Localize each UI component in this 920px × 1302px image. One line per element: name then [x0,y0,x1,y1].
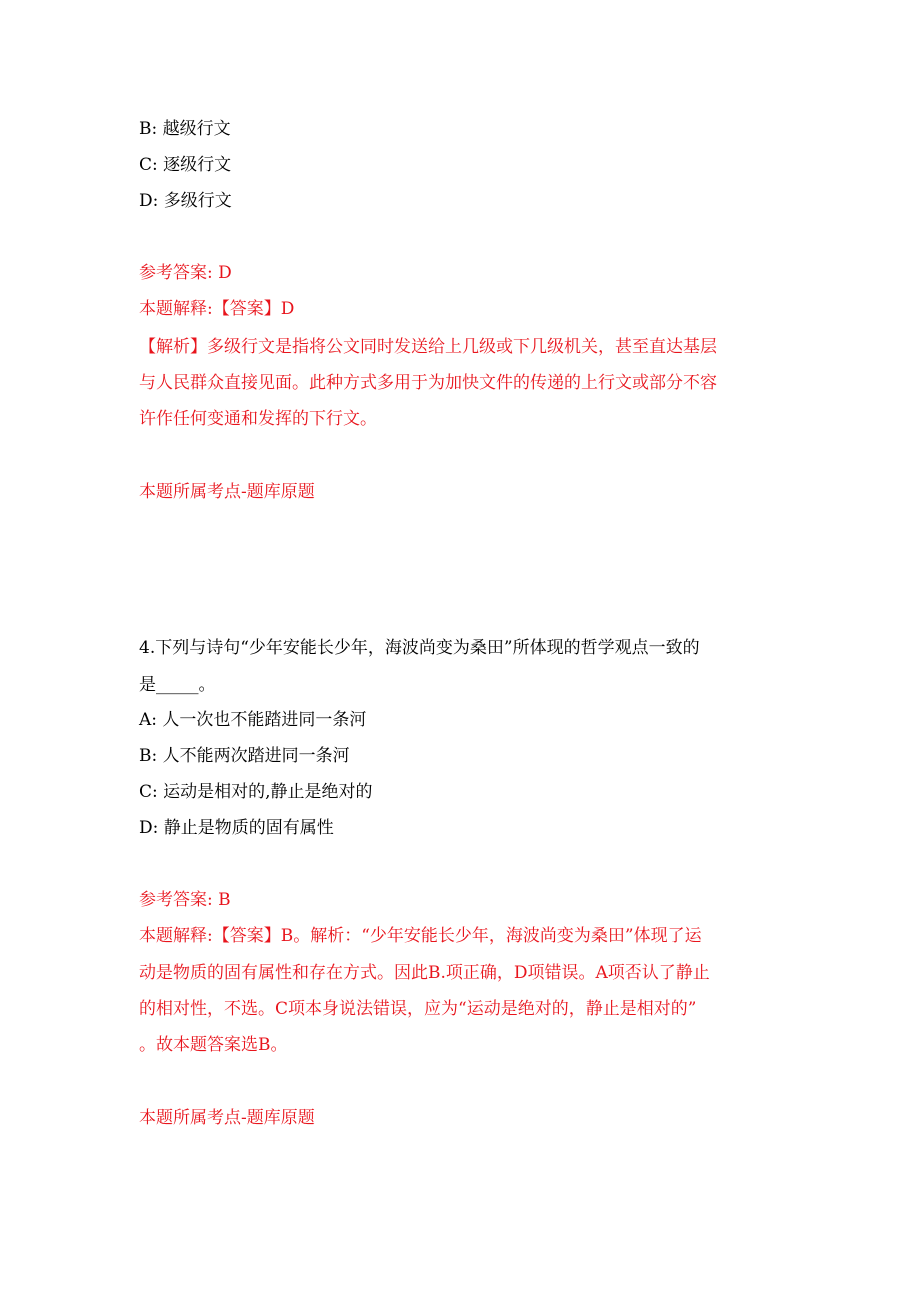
q4-explanation-line: 动是物质的固有属性和存在方式。因此B.项正确，D项错误。A项否认了静止 [139,963,710,983]
q4-question-line: 是_____。 [139,675,216,695]
q4-answer: 参考答案: B [139,890,231,910]
q3-analysis-line: 许作任何变通和发挥的下行文。 [139,409,377,429]
q3-analysis-line: 【解析】多级行文是指将公文同时发送给上几级或下几级机关，甚至直达基层 [139,337,717,357]
q4-question-line: 4.下列与诗句“少年安能长少年，海波尚变为桑田”所体现的哲学观点一致的 [139,638,700,658]
q3-answer: 参考答案: D [139,263,232,283]
q3-option-b: B: 越级行文 [139,119,231,139]
q3-analysis-line: 与人民群众直接见面。此种方式多用于为加快文件的传递的上行文或部分不容 [139,373,717,393]
q3-option-d: D: 多级行文 [139,191,232,211]
q4-explanation-line: 本题解释:【答案】B。解析：“少年安能长少年，海波尚变为桑田”体现了运 [139,926,702,946]
q4-option-b: B: 人不能两次踏进同一条河 [139,746,350,766]
q4-option-d: D: 静止是物质的固有属性 [139,818,334,838]
q3-explanation-label: 本题解释:【答案】D [139,299,295,319]
q3-topic: 本题所属考点-题库原题 [139,482,315,502]
q4-option-c: C: 运动是相对的,静止是绝对的 [139,782,373,802]
q4-explanation-line: 。故本题答案选B。 [139,1035,288,1055]
q4-option-a: A: 人一次也不能踏进同一条河 [139,710,367,730]
q4-topic: 本题所属考点-题库原题 [139,1108,315,1128]
q4-explanation-line: 的相对性，不选。C项本身说法错误，应为“运动是绝对的，静止是相对的” [139,999,697,1019]
q3-option-c: C: 逐级行文 [139,155,232,175]
